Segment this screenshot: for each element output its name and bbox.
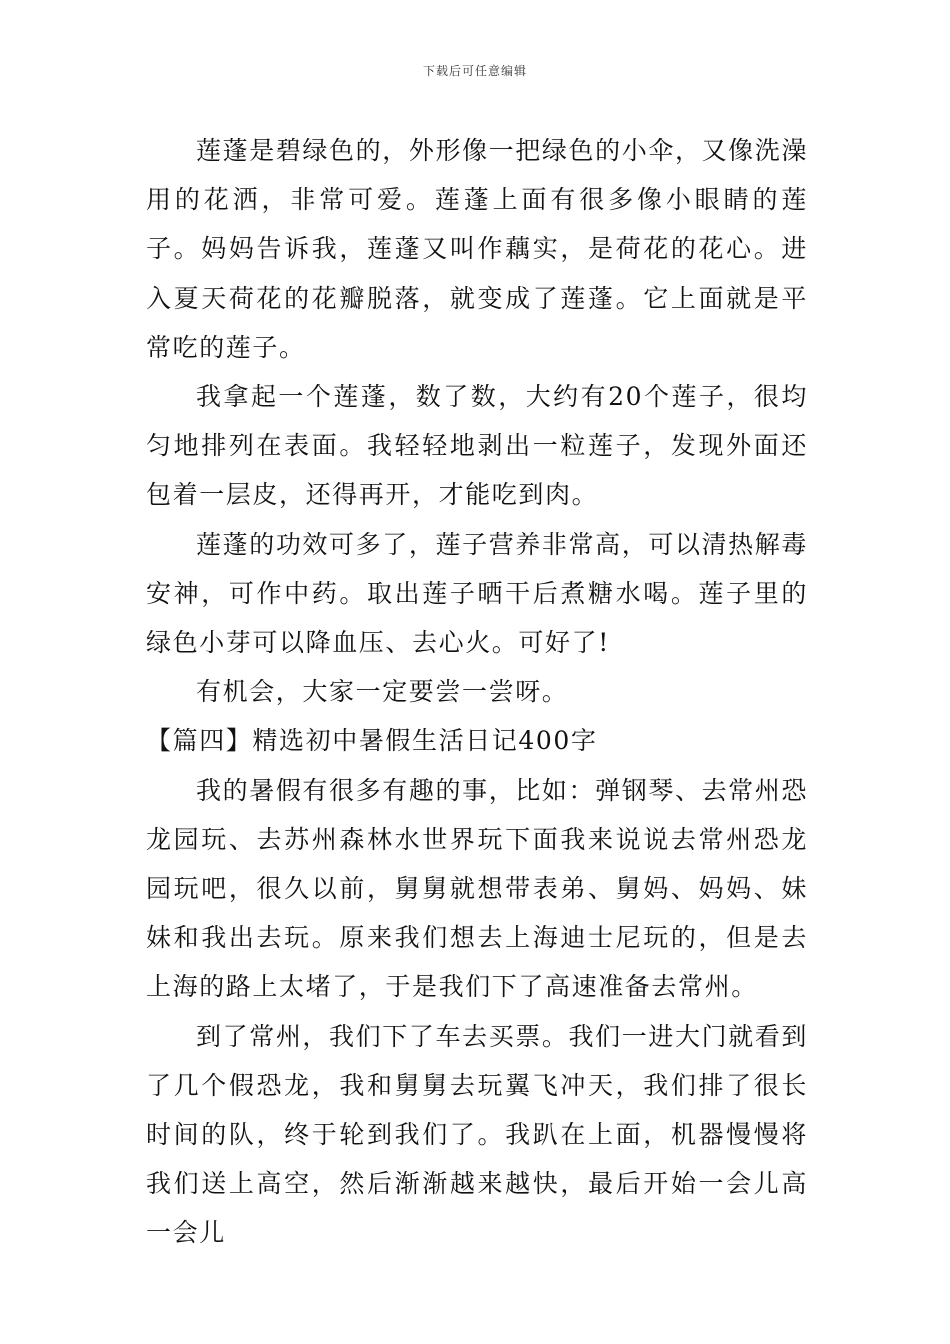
document-body [146,126,808,1258]
paragraph-lotus-appearance: 莲蓬是碧绿色的，外形像一把绿色的小伞，又像洗澡用的花洒，非常可爱。莲蓬上面有很多像小眼睛的莲子。妈妈告诉我，莲蓬又叫作藕实，是荷花的花心。进入夏天荷花的花瓣脱落，就变成了莲蓬。它上面就是平常吃的莲子。 [146,136,808,362]
paragraph-lotus-seeds-count: 我拿起一个莲蓬，数了数，大约有20个莲子，很均匀地排列在表面。我轻轻地剥出一粒莲子，发现外面还包着一层皮，还得再开，才能吃到肉。 [146,382,808,510]
paragraph-lotus-benefits: 莲蓬的功效可多了，莲子营养非常高，可以清热解毒安神，可作中药。取出莲子晒干后煮糖水喝。莲子里的绿色小芽可以降血压、去心火。可好了! [146,529,808,658]
paragraph-lotus-closing: 有机会，大家一定要尝一尝呀。 [196,677,569,707]
paragraph-summer-intro: 我的暑假有很多有趣的事，比如：弹钢琴、去常州恐龙园玩、去苏州森林水世界玩下面我来说说去常州恐龙园玩吧，很久以前，舅舅就想带表弟、舅妈、妈妈、妹妹和我出去玩。原来我们想去上海迪士尼玩的，但是去上海的路上太堵了，于是我们下了高速准备去常州。 [146,775,808,1002]
page-header-note: 下载后可任意编辑 [422,64,527,78]
paragraph-summer-changzhou: 到了常州，我们下了车去买票。我们一进大门就看到了几个假恐龙，我和舅舅去玩翼飞冲天，我们排了很长时间的队，终于轮到我们了。我趴在上面，机器慢慢将我们送上高空，然后渐渐越来越快，最后开始一会儿高一会儿 [146,1021,808,1248]
section-heading: 【篇四】精选初中暑假生活日记400字 [146,726,598,756]
